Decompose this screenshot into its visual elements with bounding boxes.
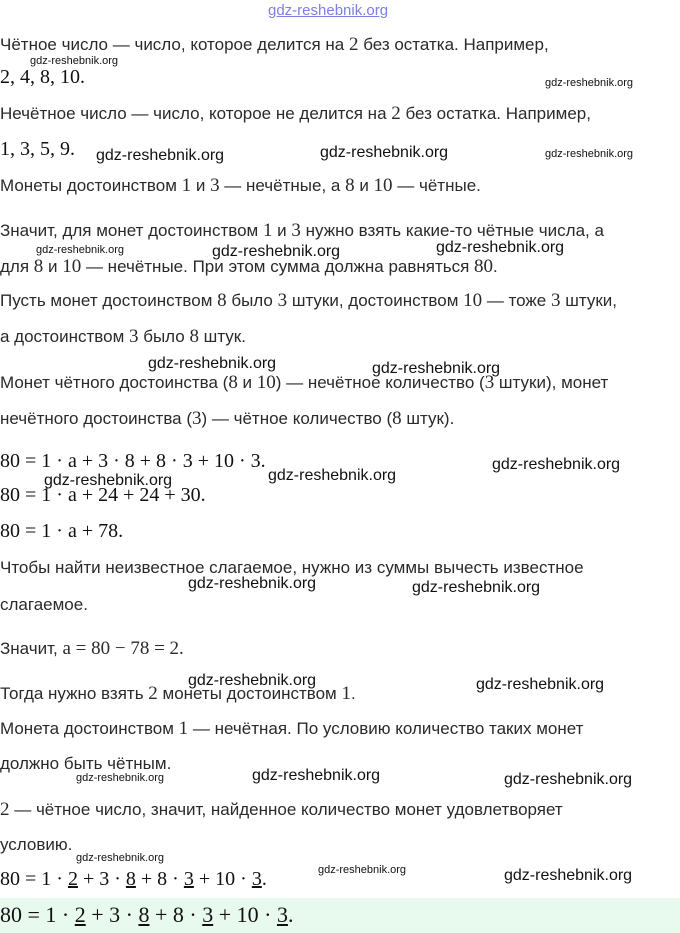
watermark: gdz-reshebnik.org xyxy=(372,360,501,377)
so-result-line: Значит, a = 80 − 78 = 2. xyxy=(0,638,184,659)
watermark: gdz-reshebnik.org xyxy=(318,864,407,876)
site-header-link[interactable]: gdz-reshebnik.org xyxy=(268,2,389,19)
watermark: gdz-reshebnik.org xyxy=(252,767,381,784)
coin1-line: Монета достоинством 1 — нечётная. По условию количество таких монет xyxy=(0,718,584,739)
need-line: Тогда нужно взять 2 монеты достоинством 1. xyxy=(0,683,356,704)
find-line-2: слагаемое. xyxy=(0,595,88,614)
equation-1: 80 = 1 · a + 3 · 8 + 8 · 3 + 10 · 3. xyxy=(0,450,266,472)
coins-parity: Монеты достоинством 1 и 3 — нечётные, а 8 и 10 — чётные. xyxy=(0,175,481,196)
final-check: 80 = 1 · 2 + 3 · 8 + 8 · 3 + 10 · 3. xyxy=(0,868,267,890)
watermark: gdz-reshebnik.org xyxy=(504,867,633,884)
watermark: gdz-reshebnik.org xyxy=(76,852,165,864)
condition-line: условию. xyxy=(0,835,73,854)
watermark: gdz-reshebnik.org xyxy=(212,243,341,260)
and-line: а достоинством 3 было 8 штук. xyxy=(0,326,246,347)
watermark: gdz-reshebnik.org xyxy=(76,772,165,784)
watermark: gdz-reshebnik.org xyxy=(188,672,317,689)
watermark: gdz-reshebnik.org xyxy=(492,456,621,473)
watermark: gdz-reshebnik.org xyxy=(30,55,119,67)
watermark: gdz-reshebnik.org xyxy=(436,239,565,256)
even-value-line: Монет чётного достоинства (8 и 10) — нечётное количество (3 штуки), монет xyxy=(0,372,609,393)
odd-value-line: нечётного достоинства (3) — чётное количество (8 штук). xyxy=(0,408,455,429)
even-examples: 2, 4, 8, 10. xyxy=(0,66,85,88)
final-answer: 80 = 1 · 2 + 3 · 8 + 8 · 3 + 10 · 3. xyxy=(0,902,294,927)
watermark: gdz-reshebnik.org xyxy=(320,144,449,161)
let-line: Пусть монет достоинством 8 было 3 штуки, достоинством 10 — тоже 3 штуки, xyxy=(0,290,617,311)
watermark: gdz-reshebnik.org xyxy=(148,355,277,372)
watermark: gdz-reshebnik.org xyxy=(504,771,633,788)
equation-3: 80 = 1 · a + 78. xyxy=(0,520,124,542)
even-definition: Чётное число — число, которое делится на 2 без остатка. Например, xyxy=(0,34,549,55)
equation-2: 80 = 1 · a + 24 + 24 + 30. xyxy=(0,484,206,506)
for-line: для 8 и 10 — нечётные. При этом сумма должна равняться 80. xyxy=(0,256,498,277)
watermark: gdz-reshebnik.org xyxy=(96,147,225,164)
watermark: gdz-reshebnik.org xyxy=(476,676,605,693)
watermark: gdz-reshebnik.org xyxy=(545,77,634,89)
so-line: Значит, для монет достоинством 1 и 3 нужно взять какие-то чётные числа, а xyxy=(0,220,604,241)
watermark: gdz-reshebnik.org xyxy=(545,148,634,160)
two-even-line: 2 — чётное число, значит, найденное количество монет удовлетворяет xyxy=(0,799,563,820)
watermark: gdz-reshebnik.org xyxy=(44,472,173,489)
find-line-1: Чтобы найти неизвестное слагаемое, нужно из суммы вычесть известное xyxy=(0,558,584,577)
watermark: gdz-reshebnik.org xyxy=(36,244,125,256)
odd-examples: 1, 3, 5, 9. xyxy=(0,138,75,160)
odd-definition: Нечётное число — число, которое не делится на 2 без остатка. Например, xyxy=(0,103,591,124)
must-line: должно быть чётным. xyxy=(0,754,172,773)
watermark: gdz-reshebnik.org xyxy=(412,579,541,596)
watermark: gdz-reshebnik.org xyxy=(268,467,397,484)
watermark: gdz-reshebnik.org xyxy=(188,575,317,592)
